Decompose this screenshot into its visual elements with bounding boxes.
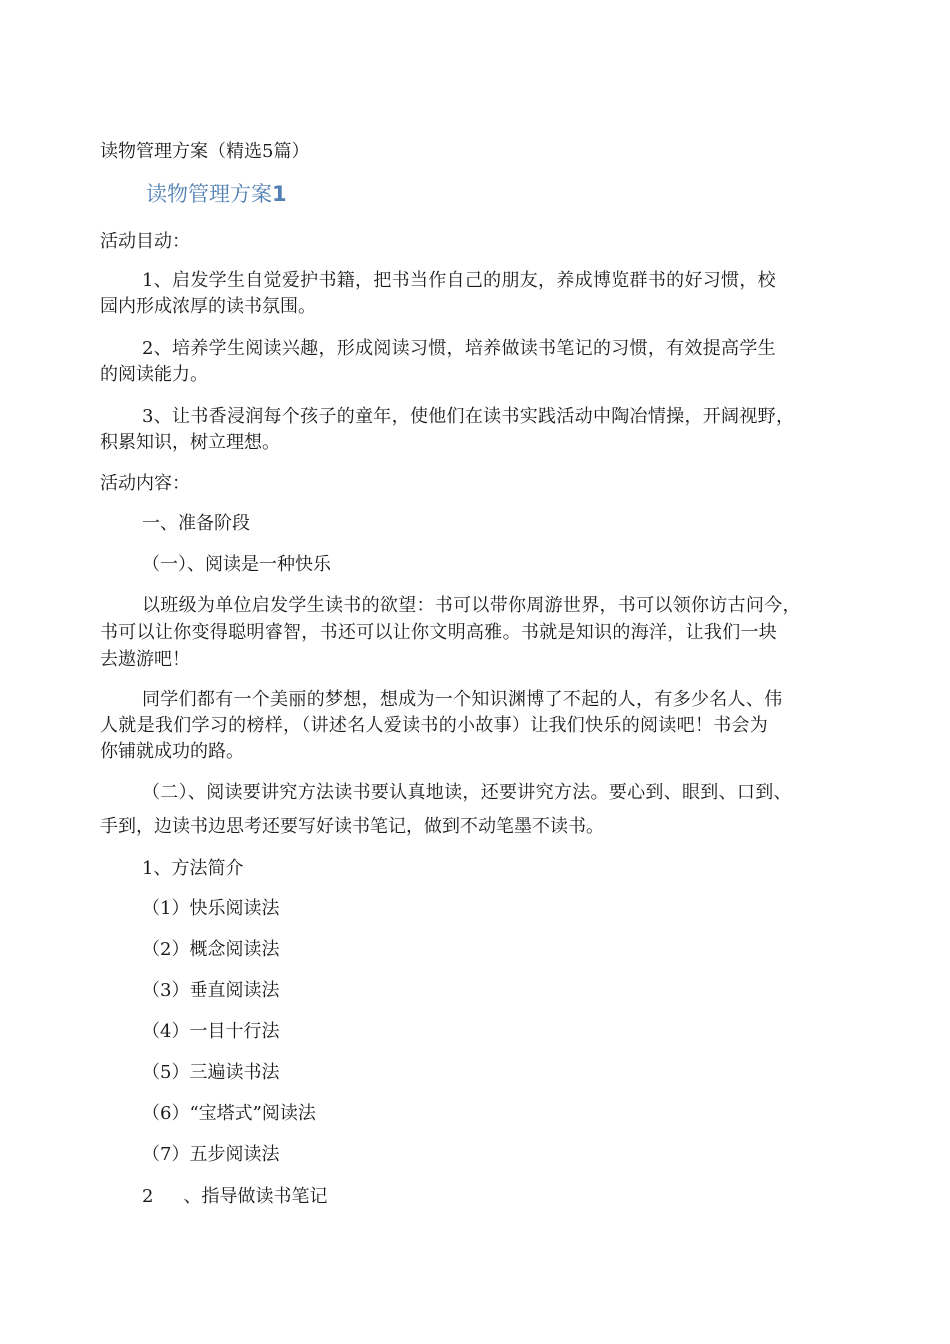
paragraph-3-line-1: （二）、阅读要讲究方法读书要认真地读，还要讲究方法。要心到、眼到、口到、: [142, 782, 792, 803]
section-heading: [146, 180, 287, 208]
guide-heading: [142, 1185, 327, 1209]
section-heading-text: 读物管理方案: [146, 182, 272, 206]
document-title: 读物管理方案（精选5篇）: [100, 141, 310, 162]
method-item: （7）五步阅读法: [142, 1144, 280, 1165]
goal-3-line-2: 积累知识，树立理想。: [100, 432, 280, 453]
paragraph-2-line-2: 人就是我们学习的榜样，（讲述名人爱读书的小故事）让我们快乐的阅读吧！书会为: [100, 715, 769, 736]
goal-1-line-1: 1、启发学生自觉爱护书籍，把书当作自己的朋友，养成博览群书的好习惯，校: [142, 270, 776, 291]
paragraph-2-line-3: 你铺就成功的路。: [100, 741, 244, 762]
goal-2-line-2: 的阅读能力。: [100, 364, 208, 385]
paragraph-1-line-2: 书可以让你变得聪明睿智，书还可以让你文明高雅。书就是知识的海洋，让我们一块: [100, 622, 778, 643]
content-heading: 活动内容：: [100, 473, 190, 494]
method-item: （4）一目十行法: [142, 1021, 280, 1042]
goal-3-line-1: 3、让书香浸润每个孩子的童年，使他们在读书实践活动中陶冶情操，开阔视野，: [142, 406, 795, 427]
goal-1-line-2: 园内形成浓厚的读书氛围。: [100, 296, 316, 317]
method-item: （6）“宝塔式”阅读法: [142, 1103, 316, 1124]
method-item: （5）三遍读书法: [142, 1062, 280, 1083]
paragraph-3-line-2: 手到，边读书边思考还要写好读书笔记，做到不动笔墨不读书。: [100, 816, 604, 837]
paragraph-2-line-1: 同学们都有一个美丽的梦想，想成为一个知识渊博了不起的人，有多少名人、伟: [142, 689, 783, 710]
paragraph-1-line-1: 以班级为单位启发学生读书的欲望：书可以带你周游世界，书可以领你访古问今，: [142, 595, 801, 616]
paragraph-1-line-3: 去遨游吧！: [100, 649, 190, 670]
goal-2-line-1: 2、培养学生阅读兴趣，形成阅读习惯，培养做读书笔记的习惯，有效提高学生: [142, 338, 776, 359]
guide-text: 、指导做读书笔记: [183, 1186, 328, 1207]
methods-heading: 1、方法简介: [142, 858, 244, 879]
section-heading-number: 1: [272, 182, 287, 206]
method-item: （1）快乐阅读法: [142, 898, 280, 919]
goal-heading: 活动目动：: [100, 231, 190, 252]
stage-heading: 一、准备阶段: [142, 513, 250, 534]
subsection-1-heading: （一）、阅读是一种快乐: [142, 554, 331, 575]
guide-number: 2: [142, 1186, 154, 1207]
method-item: （3）垂直阅读法: [142, 980, 280, 1001]
method-item: （2）概念阅读法: [142, 939, 280, 960]
